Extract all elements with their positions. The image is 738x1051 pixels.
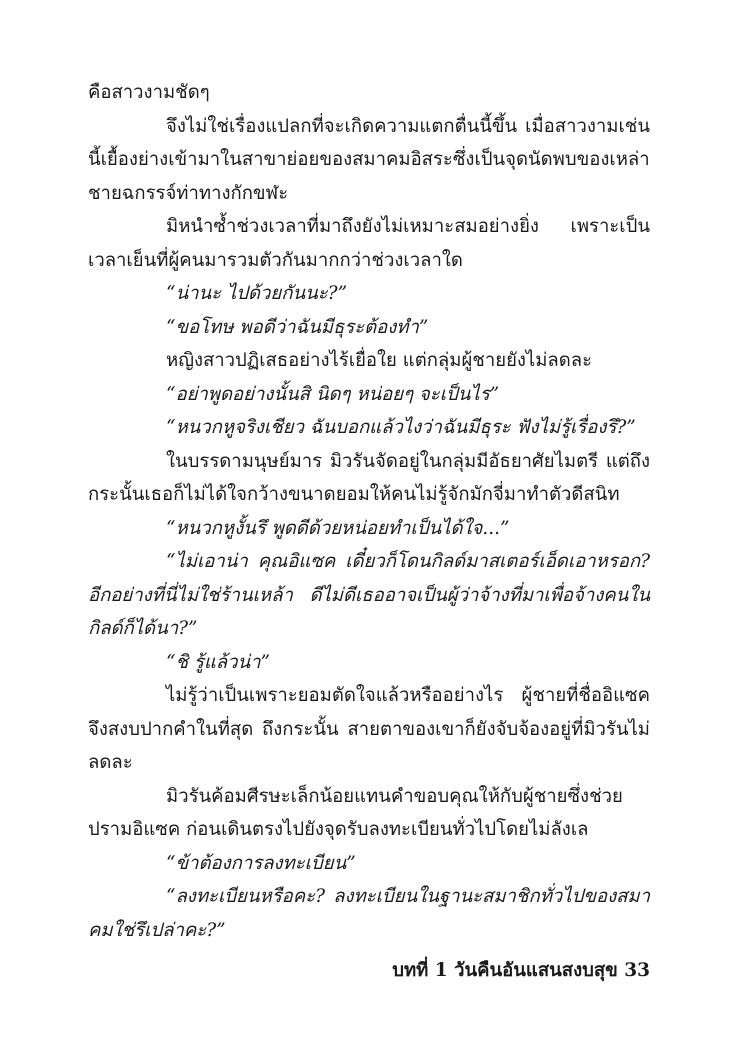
paragraph: จึงไม่ใช่เรื่องแปลกที่จะเกิดความแตกตื่นนี้ขึ้น เมื่อสาวงามเช่นนี้เยื้องย่างเข้ามาในสาขาย่อยของสมาคมอิสระซึ่งเป็นจุดนัดพบของเหล่าชายฉกรรจ์ท่าทางกักขฬะ: [88, 115, 650, 204]
paragraph: คือสาวงามชัดๆ: [88, 82, 210, 103]
dialogue-line: “อย่าพูดอย่างนั้นสิ นิดๆ หน่อยๆ จะเป็นไร”: [166, 383, 500, 405]
paragraph: ในบรรดามนุษย์มาร มิวรันจัดอยู่ในกลุ่มมีอัธยาศัยไมตรี แต่ถึงกระนั้นเธอก็ไม่ได้ใจกว้างขนาดยอมให้คนไม่รู้จักมักจี่มาทำตัวดีสนิท: [88, 450, 650, 505]
paragraph: หญิงสาวปฏิเสธอย่างไร้เยื่อใย แต่กลุ่มผู้ชายยังไม่ลดละ: [166, 350, 593, 371]
dialogue-line: “ชิ รู้แล้วน่า”: [166, 651, 270, 673]
paragraph: มิวรันค้อมศีรษะเล็กน้อยแทนคำขอบคุณให้กับผู้ชายซึ่งช่วยปรามอิแซค ก่อนเดินตรงไปยังจุดรับลงทะเบียนทั่วไปโดยไม่ลังเล: [88, 785, 623, 840]
paragraph: ไม่รู้ว่าเป็นเพราะยอมตัดใจแล้วหรืออย่างไร ผู้ชายที่ชื่ออิแซคจึงสงบปากคำในที่สุด ถึงกระนั้น สายตาของเขาก็ยังจับจ้องอยู่ที่มิวรันไม่ลดละ: [88, 685, 650, 773]
dialogue-line: “หนวกหูจริงเชียว ฉันบอกแล้วไงว่าฉันมีธุระ ฟังไม่รู้เรื่องรึ?”: [166, 417, 636, 438]
page-body: [88, 76, 650, 947]
dialogue-line: “หนวกหูงั้นรึ พูดดีด้วยหน่อยทำเป็นได้ใจ...”: [166, 517, 510, 539]
page-footer: [88, 956, 650, 986]
dialogue-line: “ขอโทษ พอดีว่าฉันมีธุระต้องทำ”: [166, 316, 429, 338]
dialogue-line: “ข้าต้องการลงทะเบียน”: [166, 852, 356, 874]
dialogue-line: “ไม่เอาน่า คุณอิแซค เดี๋ยวก็โดนกิลด์มาสเตอร์เอ็ดเอาหรอก? อีกอย่างที่นี่ไม่ใช่ร้านเหล้า ดีไม่ดีเธออาจเป็นผู้ว่าจ้างที่มาเพื่อจ้างคนในกิลด์ก็ได้นา?”: [88, 551, 650, 639]
dialogue-line: “น่านะ ไปด้วยกันนะ?”: [166, 283, 348, 304]
dialogue-line: “ลงทะเบียนหรือคะ? ลงทะเบียนในฐานะสมาชิกทั่วไปของสมาคมใช่รึเปล่าคะ?”: [88, 886, 650, 941]
paragraph: มิหนำซ้ำช่วงเวลาที่มาถึงยังไม่เหมาะสมอย่างยิ่ง เพราะเป็นเวลาเย็นที่ผู้คนมารวมตัวกันมากกว่าช่วงเวลาใด: [88, 216, 650, 271]
running-footer-text: บทที่ 1 วันคืนอันแสนสงบสุข 33: [392, 960, 650, 981]
